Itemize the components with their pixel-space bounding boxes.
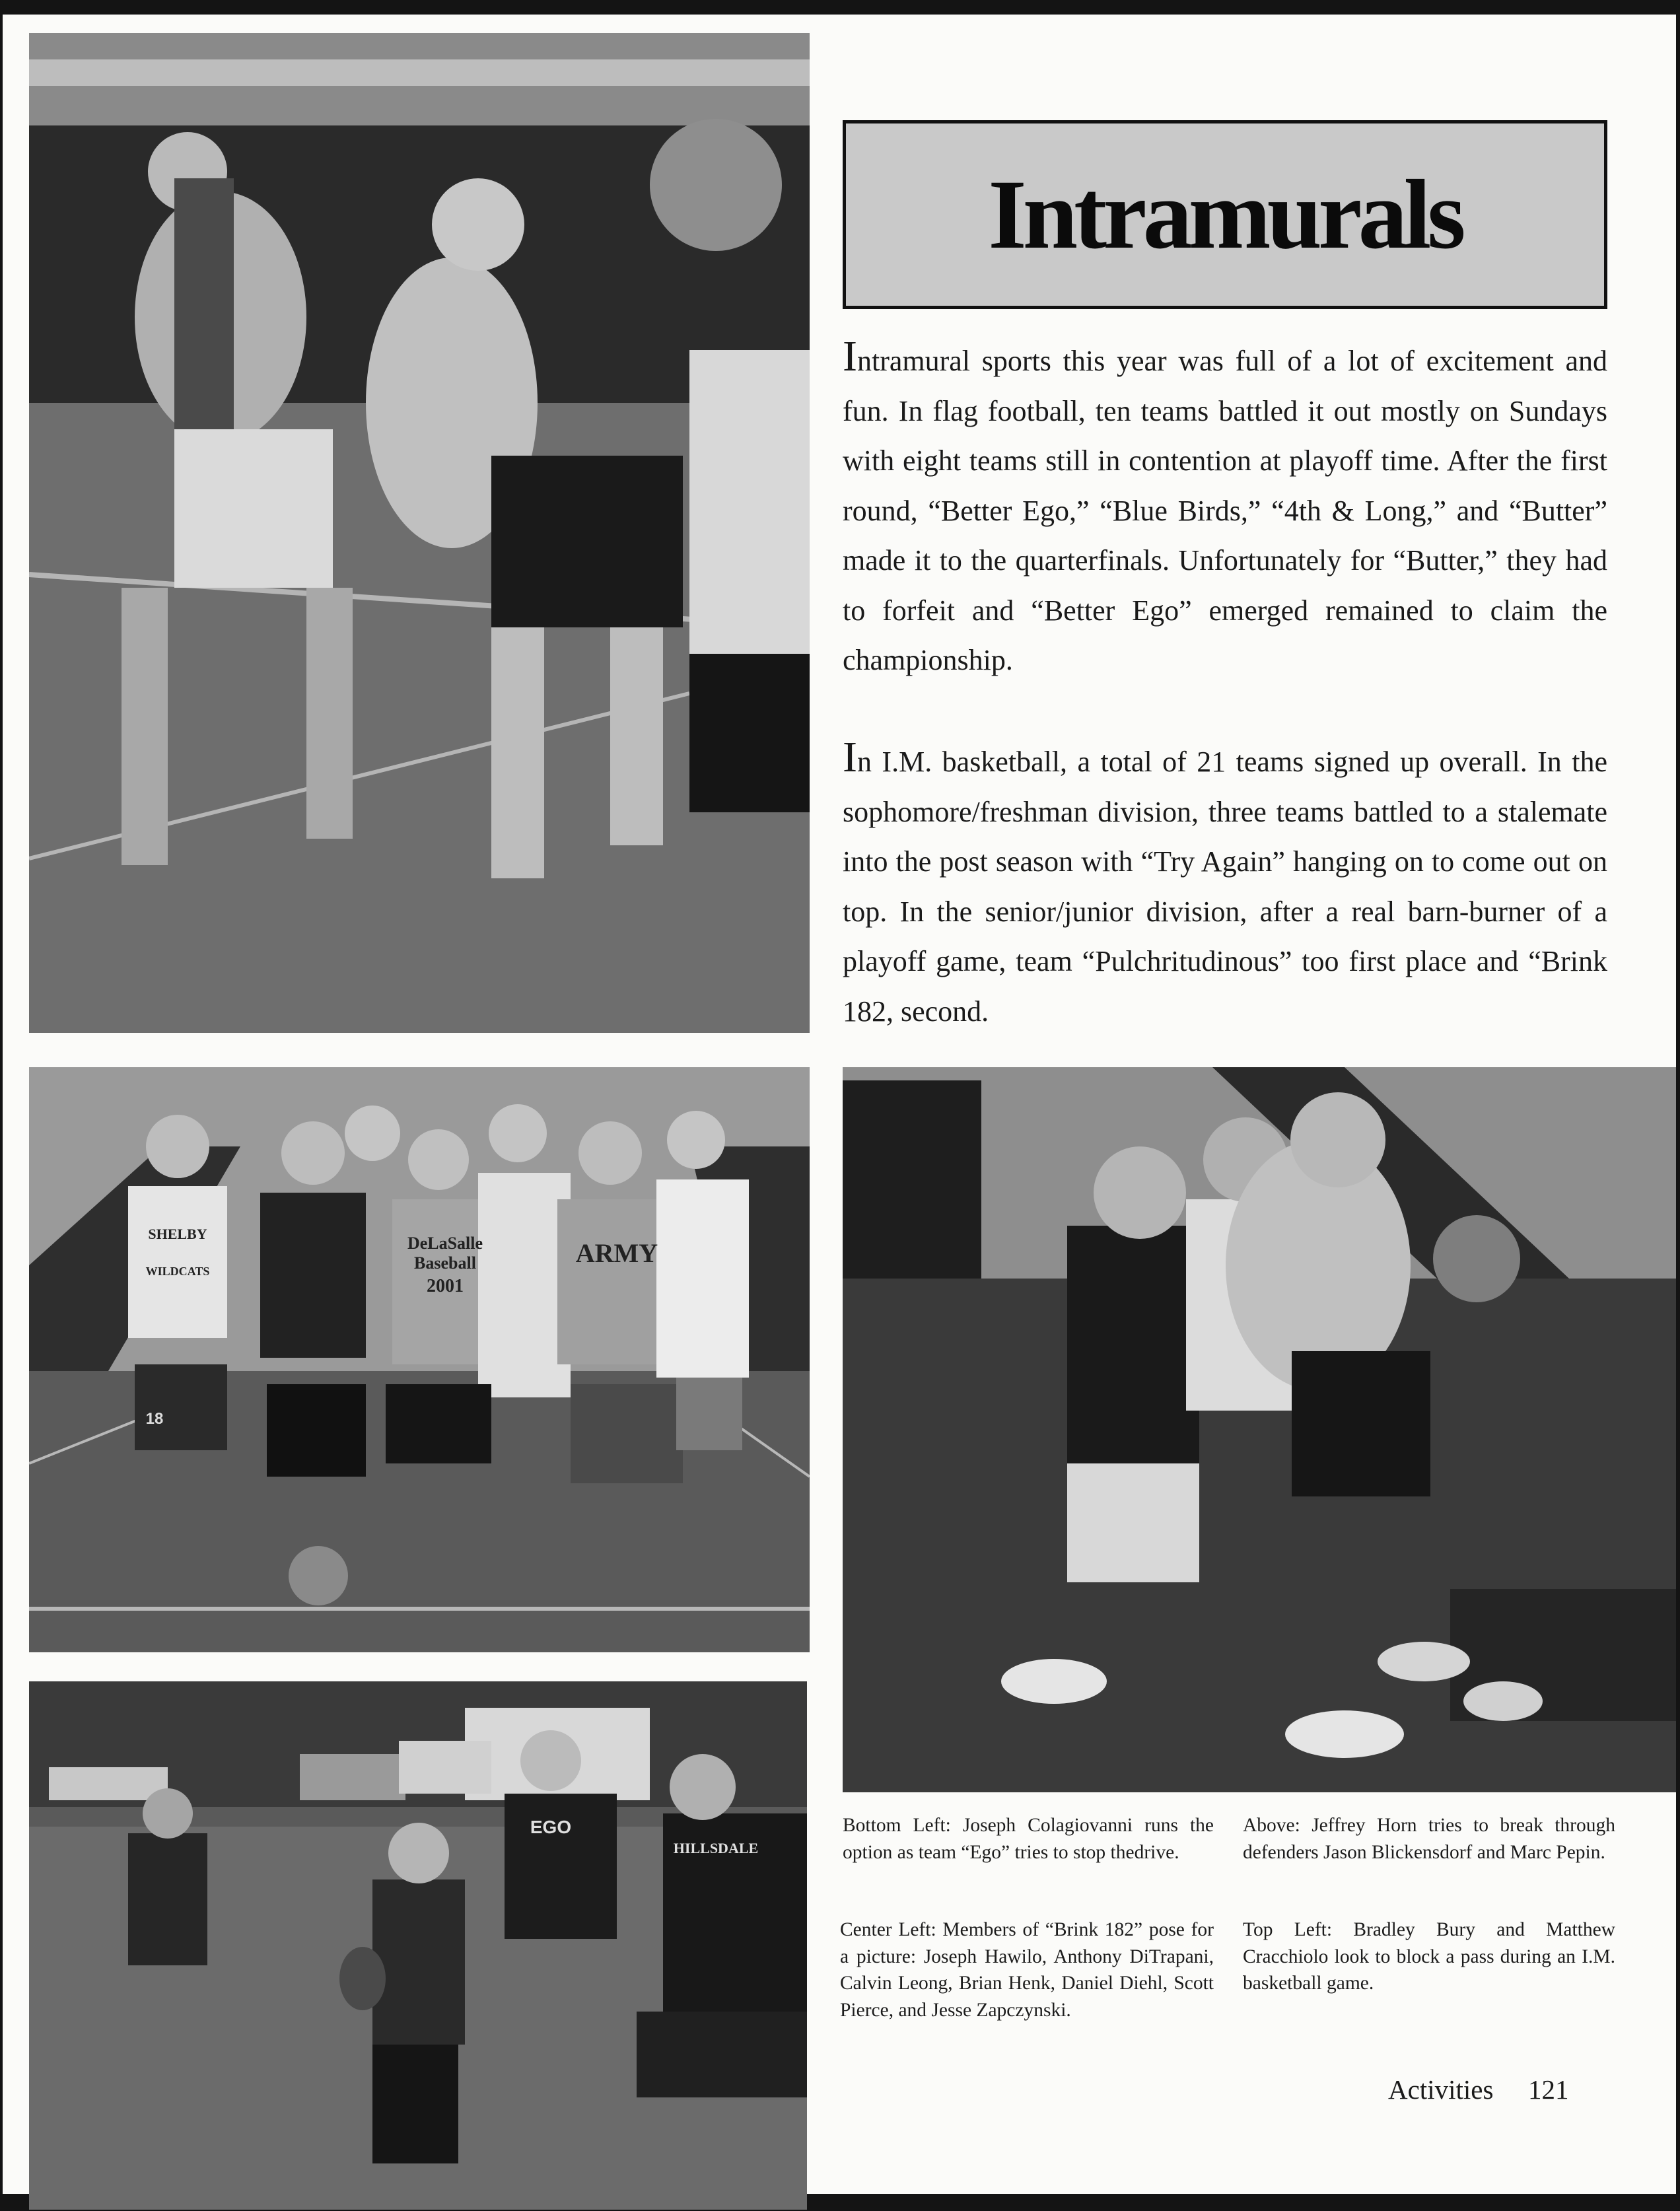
photo-team-group [29, 1067, 810, 1652]
shirt-text-delasalle: DeLaSalle [407, 1234, 483, 1253]
footer-page-number: 121 [1528, 2074, 1569, 2105]
photo-basketball-block [29, 33, 810, 1033]
paragraph-text: ntramural sports this year was full of a lot of excitement and fun. In flag football, ten teams battled it out mostly on Sundays with eight teams still in contention at playoff time. After the first round, “Better Ego,” “Blue Birds,” “4th & Long,” and “Butter” made it to the quarterfinals. Unfortunately for “Butter,” they had to forfeit and “Better Ego” emerged remained to claim the championship. [843, 345, 1607, 676]
photo-team-group-image [29, 1067, 810, 1652]
photo-basketball-block-image [29, 33, 810, 1033]
footer-section-name: Activities [1388, 2074, 1494, 2105]
photo-flag-football-image [29, 1681, 807, 2210]
caption-top-left: Top Left: Bradley Bury and Matthew Cracchiolo look to block a pass during an I.M. basketball game. [1243, 1919, 1615, 1994]
shirt-text-shelby: SHELBY [148, 1226, 207, 1242]
caption-above: Above: Jeffrey Horn tries to break through defenders Jason Blickensdorf and Marc Pepin. [1243, 1815, 1615, 1863]
shorts-number: 18 [145, 1410, 164, 1428]
photo-basketball-drive-image [843, 1067, 1676, 1792]
body-paragraph-basketball [843, 733, 1607, 1036]
shirt-text-2001: 2001 [427, 1276, 464, 1296]
caption-center-left: Center Left: Members of “Brink 182” pose for a picture: Joseph Hawilo, Anthony DiTrapani, Calvin Leong, Brian Henk, Daniel Diehl, Scott Pierce, and Jesse Zapczynski. [840, 1919, 1214, 2021]
paragraph-text: n I.M. basketball, a total of 21 teams signed up overall. In the sophomore/freshman division, three teams battled to a stalemate into the post season with “Try Again” hanging on to come out on top. In the senior/junior division, after a real barn-burner of a playoff game, team “Pulchritudinous” too first place and “Brink 182, second. [843, 746, 1607, 1028]
shirt-text-baseball: Baseball [414, 1253, 476, 1273]
photo-flag-football [29, 1681, 807, 2210]
shirt-text-wildcats: WILDCATS [145, 1265, 210, 1278]
dropcap: I [843, 733, 857, 781]
page-sheet [3, 15, 1676, 2194]
jersey-text-ego: EGO [530, 1817, 572, 1837]
photo-basketball-drive [843, 1067, 1676, 1792]
shirt-text-army: ARMY [575, 1238, 658, 1268]
page-title: Intramurals [988, 160, 1462, 269]
dropcap: I [843, 332, 857, 380]
shirt-text-hillsdale: HILLSDALE [673, 1840, 759, 1856]
caption-bottom-left: Bottom Left: Joseph Colagiovanni runs the option as team “Ego” tries to stop thedrive. [843, 1815, 1214, 1863]
title-box [843, 120, 1607, 309]
body-paragraph-flag-football [843, 332, 1607, 685]
